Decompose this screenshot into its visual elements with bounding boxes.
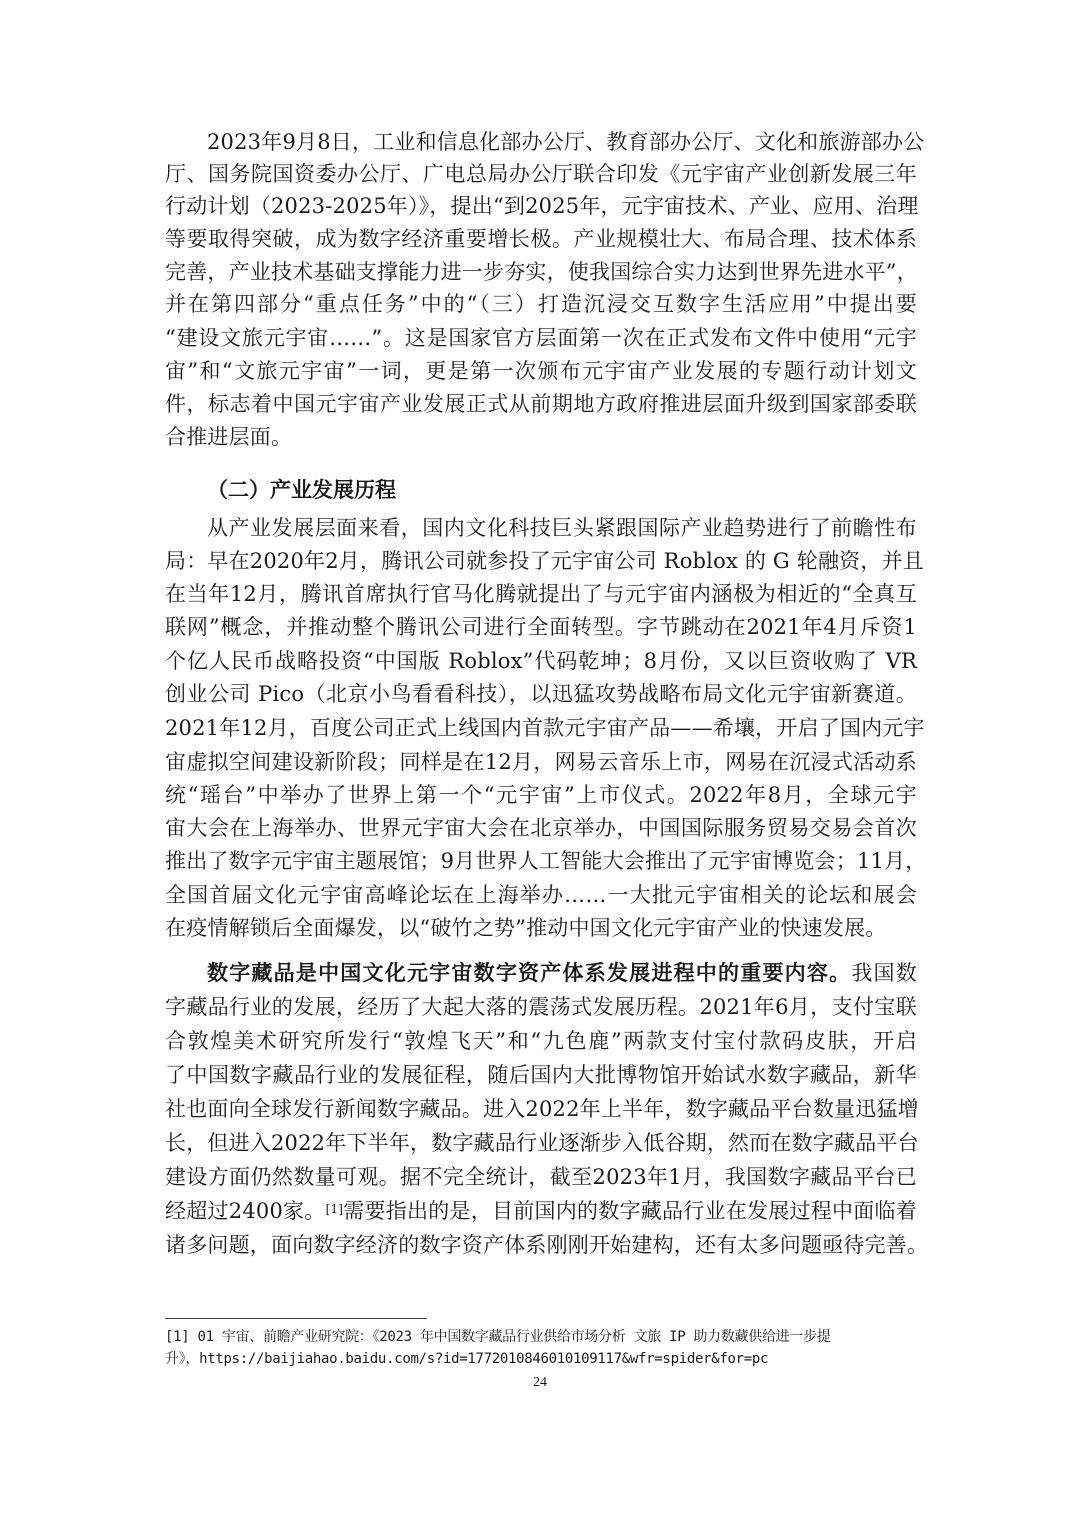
paragraph-line: 在当年12月，腾讯首席执行官马化腾就提出了与元宇宙内涵极为相近的“全真互: [165, 582, 917, 606]
paragraph-line: 合敦煌美术研究所发行“敦煌飞天”和“九色鹿”两款支付宝付款码皮肤，开启: [165, 1029, 917, 1053]
paragraph-line: 2021年12月，百度公司正式上线国内首款元宇宙产品——希壤，开启了国内元宇: [165, 716, 925, 740]
paragraph-line: 行动计划（2023-2025年）》，提出“到2025年，元宇宙技术、产业、应用、治理: [165, 194, 919, 218]
paragraph-line: 2023年9月8日，工业和信息化部办公厅、教育部办公厅、文化和旅游部办公: [207, 130, 925, 154]
paragraph-text: 经超过2400家。: [165, 1199, 326, 1223]
paragraph-line: 字藏品行业的发展，经历了大起大落的震荡式发展历程。2021年6月，支付宝联: [165, 995, 917, 1019]
paragraph-line: 合推进层面。: [165, 425, 293, 449]
paragraph-line: [165, 1199, 917, 1225]
footnote-reference[interactable]: [1]: [325, 1202, 344, 1216]
paragraph-line: 完善，产业技术基础支撑能力进一步夯实，使我国综合实力达到世界先进水平”，: [165, 260, 918, 284]
paragraph-line: 建设方面仍然数量可观。据不完全统计，截至2023年1月，我国数字藏品平台已: [165, 1165, 917, 1189]
footnote-text: [1] 01 宇宙、前瞻产业研究院：《2023 年中国数字藏品行业供给市场分析 文旅 IP 助力数藏供给进一步提: [165, 1329, 831, 1345]
paragraph-line: 推出了数字元宇宙主题展馆；9月世界人工智能大会推出了元宇宙博览会；11月，: [165, 849, 927, 873]
paragraph-text: 我国数: [851, 961, 917, 985]
emphasis-text: 数字藏品是中国文化元宇宙数字资产体系发展进程中的重要内容。: [207, 960, 852, 985]
paragraph-line: 宙虚拟空间建设新阶段；同样是在12月，网易云音乐上市，网易在沉浸式活动系: [165, 750, 917, 774]
paragraph-text: 需要指出的是，目前国内的数字藏品行业在发展过程中面临着: [343, 1199, 917, 1223]
paragraph-line: 联网”概念，并推动整个腾讯公司进行全面转型。字节跳动在2021年4月斥资1: [165, 615, 917, 639]
paragraph-line: 统“瑶台”中举办了世界上第一个“元宇宙”上市仪式。2022年8月，全球元宇: [165, 783, 917, 807]
section-heading: （二）产业发展历程: [207, 477, 396, 502]
paragraph-line: 个亿人民币战略投资“中国版 Roblox”代码乾坤；8月份，又以巨资收购了 VR: [165, 649, 917, 673]
paragraph-line: 宙”和“文旅元宇宙”一词，更是第一次颁布元宇宙产业发展的专题行动计划文: [165, 359, 917, 383]
paragraph-line: 厅、国务院国资委办公厅、广电总局办公厅联合印发《元宇宙产业创新发展三年: [165, 162, 917, 186]
paragraph-line: 并在第四部分“重点任务”中的“（三）打造沉浸交互数字生活应用”中提出要: [165, 292, 917, 316]
paragraph-line: 从产业发展层面来看，国内文化科技巨头紧跟国际产业趋势进行了前瞻性布: [207, 516, 917, 540]
paragraph-line: 创业公司 Pico（北京小鸟看看科技），以迅猛攻势战略布局文化元宇宙新赛道。: [165, 682, 917, 706]
paragraph-line: 了中国数字藏品行业的发展征程，随后国内大批博物馆开始试水数字藏品，新华: [165, 1063, 917, 1087]
paragraph-line: 宙大会在上海举办、世界元宇宙大会在北京举办，中国国际服务贸易交易会首次: [165, 816, 917, 840]
paragraph-line: 在疫情解锁后全面爆发，以“破竹之势”推动中国文化元宇宙产业的快速发展。: [165, 916, 887, 940]
page-number: 24: [533, 1375, 547, 1390]
paragraph-line: “建设文旅元宇宙……”。这是国家官方层面第一次在正式发布文件中使用“元宇: [165, 326, 917, 350]
paragraph-line: 诸多问题，面向数字经济的数字资产体系刚刚开始建构，还有太多问题亟待完善。: [165, 1233, 929, 1257]
paragraph-line: 件，标志着中国元宇宙产业发展正式从前期地方政府推进层面升级到国家部委联: [165, 392, 917, 416]
paragraph-line: 长，但进入2022年下半年，数字藏品行业逐渐步入低谷期，然而在数字藏品平台: [165, 1131, 919, 1155]
footnote-divider: [165, 1318, 427, 1319]
paragraph-line: 全国首届文化元宇宙高峰论坛在上海举办……一大批元宇宙相关的论坛和展会: [165, 883, 917, 907]
footnote-url[interactable]: 升》，https://baijiahao.baidu.com/s?id=1772010846010109117&wfr=spider&for=pc: [165, 1351, 769, 1367]
paragraph-line: 等要取得突破，成为数字经济重要增长极。产业规模壮大、布局合理、技术体系: [165, 227, 917, 251]
paragraph-line: 社也面向全球发行新闻数字藏品。进入2022年上半年，数字藏品平台数量迅猛增: [165, 1097, 919, 1121]
paragraph-line: [207, 961, 917, 987]
paragraph-line: 局：早在2020年2月，腾讯公司就参投了元宇宙公司 Roblox 的 G 轮融资，并且: [165, 549, 924, 573]
